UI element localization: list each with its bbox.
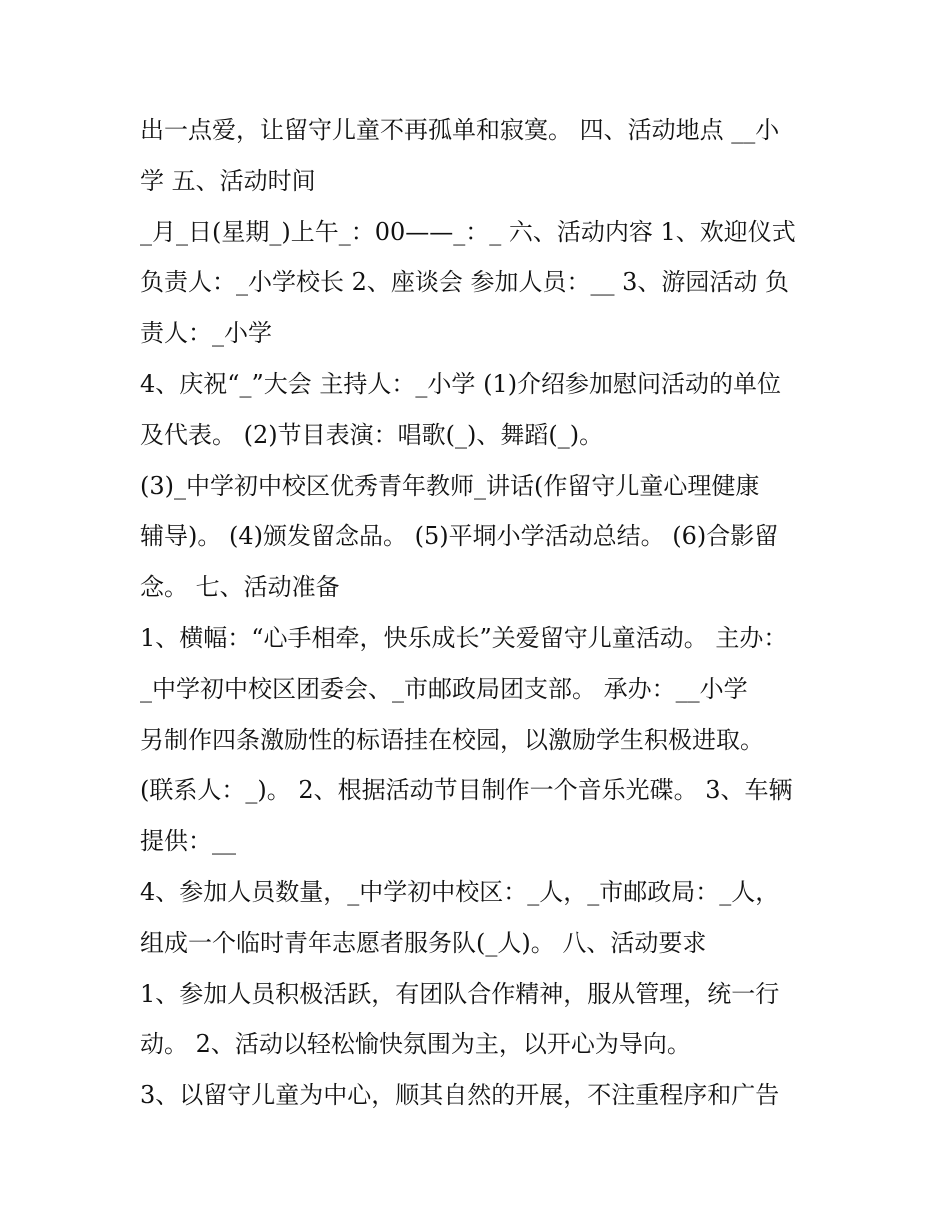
text-line: 及代表。 (2)节目表演：唱歌(_)、舞蹈(_)。 — [140, 421, 604, 449]
text-line: 念。 七、活动准备 — [140, 573, 340, 601]
text-line: 1、参加人员积极活跃，有团队合作精神，服从管理，统一行 — [140, 980, 780, 1008]
text-line: 出一点爱，让留守儿童不再孤单和寂寞。 四、活动地点 __小 — [140, 116, 780, 144]
text-line: 学 五、活动时间 — [140, 167, 316, 195]
text-line: 3、以留守儿童为中心，顺其自然的开展，不注重程序和广告 — [140, 1081, 780, 1109]
text-line: 责人：_小学 — [140, 319, 272, 347]
text-line: (3)_中学初中校区优秀青年教师_讲话(作留守儿童心理健康 — [140, 472, 760, 500]
text-line: _月_日(星期_)上午_：00——_：_ 六、活动内容 1、欢迎仪式 — [140, 218, 796, 246]
text-line: 4、参加人员数量，_中学初中校区：_人，_市邮政局：_人， — [140, 878, 780, 906]
text-line: _中学初中校区团委会、_市邮政局团支部。 承办：__小学 — [140, 675, 748, 703]
text-line: 辅导)。 (4)颁发留念品。 (5)平垌小学活动总结。 (6)合影留 — [140, 522, 779, 550]
text-line: 负责人：_小学校长 2、座谈会 参加人员：__ 3、游园活动 负 — [140, 268, 790, 296]
text-line: 另制作四条激励性的标语挂在校园，以激励学生积极进取。 — [140, 726, 764, 754]
text-line: 提供：__ — [140, 827, 236, 855]
text-line: (联系人：_)。 2、根据活动节目制作一个音乐光碟。 3、车辆 — [140, 776, 793, 804]
text-line: 动。 2、活动以轻松愉快氛围为主，以开心为导向。 — [140, 1030, 691, 1058]
text-line: 组成一个临时青年志愿者服务队(_人)。 八、活动要求 — [140, 929, 707, 957]
text-line: 4、庆祝“_”大会 主持人：_小学 (1)介绍参加慰问活动的单位 — [140, 370, 782, 398]
text-line: 1、横幅：“心手相牵，快乐成长”关爱留守儿童活动。 主办： — [140, 624, 788, 652]
